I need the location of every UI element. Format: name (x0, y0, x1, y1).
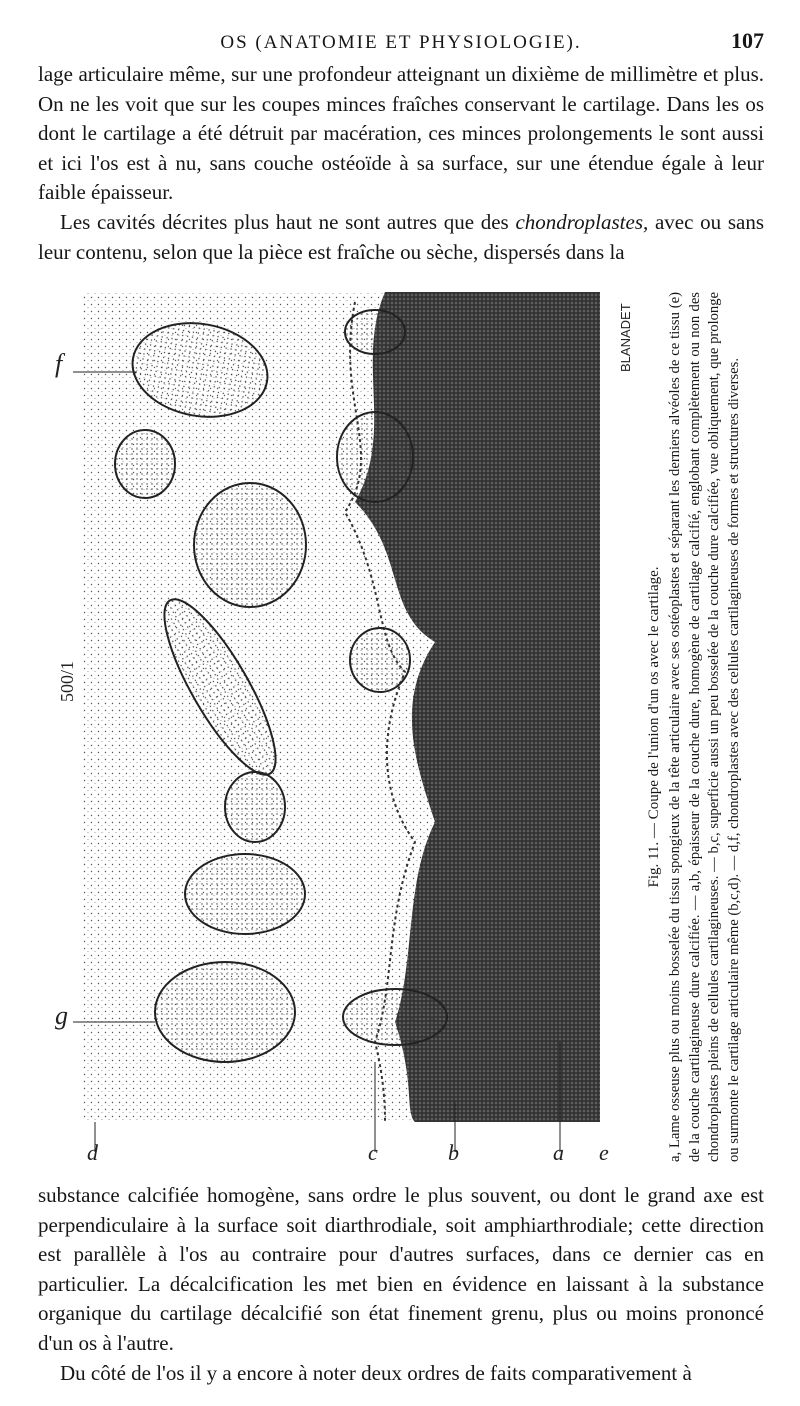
page-number: 107 (731, 28, 764, 53)
figure-letter-b: b (448, 1140, 459, 1162)
figure-letter-a: a (553, 1140, 564, 1162)
figure-letter-d: d (87, 1140, 98, 1162)
paragraph: substance calcifiée homogène, sans ordre le plus souvent, ou dont le grand axe est perpendiculaire à la surface soit diarthrodiale, soit amphiarthrodiale; cette direction est parallèle à l'os au contraire pour d'autres surfaces, dans ce dernier cas en particulier. La décalcification les met bien en évidence en laissant à la substance organique du cartilage décalcifié son état finement grenu, plus ou moins prononcé d'un os à l'autre. (38, 1183, 764, 1355)
figure-caption (645, 292, 744, 1162)
paragraph: lage articulaire même, sur une profondeur atteignant un dixième de millimètre et plus. On ne les voit que sur les coupes minces fraîches conservant le cartilage. Dans les os dont le cartilage a été détruit par macération, ces minces prolongements le sont aussi et ici l'os est à nu, sans couche ostéoïde à sa surface, sur une étendue égale à leur faible épaisseur. (38, 62, 764, 205)
paragraph-text: avec ou sans leur contenu, selon que la pièce est fraîche ou sèche, dispersés dans la (38, 209, 764, 264)
paragraph-text: Les cavités décrites plus haut ne sont autres que des (60, 209, 516, 234)
running-title: OS (ANATOMIE ET PHYSIOLOGIE). (220, 32, 582, 53)
engraver-signature: BLANADET (618, 303, 633, 372)
figure-title: Fig. 11. — Coupe de l'union d'un os avec le cartilage. (646, 566, 662, 888)
figure-letter-c: c (368, 1140, 378, 1162)
figure-caption-box (645, 282, 800, 1162)
figure-letter-g: g (55, 1001, 68, 1030)
paragraph: Du côté de l'os il y a encore à noter deux ordres de faits comparativement à (60, 1360, 692, 1385)
page-header (38, 28, 764, 60)
histology-drawing (55, 282, 645, 1162)
figure-letter-f: f (55, 349, 63, 378)
figure-caption-text: a, Lame osseuse plus ou moins bosselée du tissu spongieux de la tête articulaire avec ses ostéoplastes et séparant les derniers alvéoles de ce tissu (e) de la couche cartilagineuse dure calcifiée. — a,b, épaisseur de la couche dure, homogène de cartilage calcifié, englobant complètement ou non des chondroplastes pleins de cellules cartilagineuses. — b,c, superficie aussi un peu bosselée de la couche dure calcifiée, vue obliquement, que prolonge ou surmonte le cartilage articulaire même (b,c,d). — d,f, chondroplastes avec des cellules cartilagineuses de formes et structures diverses. (667, 292, 742, 1162)
bottom-text-block (38, 1181, 764, 1388)
magnification-label: 500/1 (57, 660, 77, 702)
paragraph (38, 208, 764, 267)
top-text-block (38, 60, 764, 267)
figure-letter-e: e (599, 1140, 609, 1162)
emphasis-term: chondroplastes, (515, 209, 649, 234)
